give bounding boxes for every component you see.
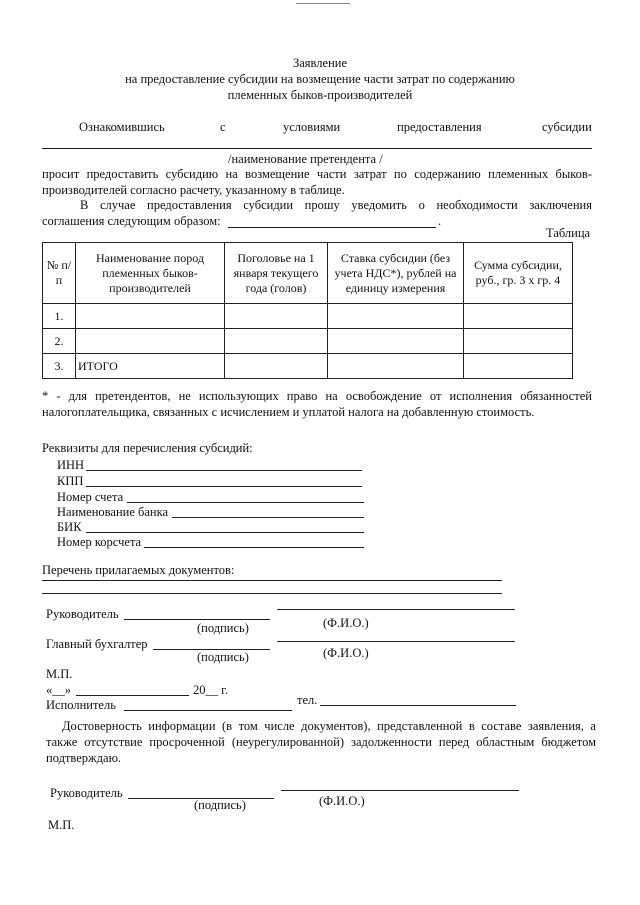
executor-label: Исполнитель (46, 698, 116, 712)
rate-cell[interactable] (328, 354, 464, 379)
vat-footnote: * - для претендентов, не использующих право на освобождение от исполнения обязанностей налогоплательщика, связанных с исчислением и уплатой налога на добавленную стоимость. (42, 389, 592, 419)
header-breed: Наименование пород племенных быков-производителей (76, 243, 225, 304)
intro-word-3: условиями (283, 120, 341, 134)
request-paragraph: просит предоставить субсидию на возмещение части затрат по содержанию племенных быков-производителей согласно расчету, указанному в таблице. (42, 167, 592, 197)
bank-label: Наименование банка (57, 505, 169, 519)
notify-method-line[interactable] (228, 227, 436, 228)
requisites-title: Реквизиты для перечисления субсидий: (42, 441, 253, 455)
date-month-line[interactable] (76, 695, 189, 696)
breed-cell[interactable] (76, 329, 225, 354)
table-row (43, 304, 573, 329)
head-count-cell[interactable] (225, 329, 328, 354)
inn-line[interactable] (86, 470, 362, 471)
notify-line-2: соглашения следующим образом: (42, 214, 221, 228)
date-day: «__» (46, 683, 71, 697)
table-caption: Таблица (546, 226, 591, 240)
intro-word-1: Ознакомившись (79, 120, 165, 134)
inn-label: ИНН (57, 458, 85, 472)
corr-account-line[interactable] (144, 547, 364, 548)
bik-line[interactable] (86, 532, 364, 533)
bik-label: БИК (57, 520, 82, 534)
final-head-name-line[interactable] (281, 790, 519, 791)
account-label: Номер счета (57, 490, 124, 504)
rate-cell[interactable] (328, 304, 464, 329)
accountant-name-line[interactable] (277, 641, 515, 642)
sum-cell[interactable] (464, 329, 573, 354)
documents-line-2[interactable] (42, 593, 502, 594)
documents-line-1[interactable] (42, 580, 502, 581)
intro-word-5: субсидии (542, 120, 592, 134)
final-signature-caption: (подпись) (194, 798, 246, 812)
table-row (43, 354, 573, 379)
documents-title: Перечень прилагаемых документов: (42, 563, 235, 577)
notify-end-dot: . (438, 214, 442, 228)
bank-line[interactable] (172, 517, 364, 518)
accountant-signature-caption: (подпись) (197, 650, 249, 664)
chief-accountant-label: Главный бухгалтер (46, 637, 148, 651)
head-label: Руководитель (46, 607, 119, 621)
confirmation-paragraph: Достоверность информации (в том числе документов), представленной в составе заявления, а также отсутствие просроченной (неурегулированной) задолженности перед областным бюджетом подтверждаю. (46, 719, 596, 765)
document-title: Заявление (292, 56, 347, 70)
header-num: № п/п (43, 243, 76, 304)
table-row (43, 329, 573, 354)
head-count-cell[interactable] (225, 354, 328, 379)
applicant-caption: /наименование претендента / (228, 152, 383, 166)
intro-word-2: с (220, 120, 226, 134)
head-name-caption: (Ф.И.О.) (323, 616, 369, 630)
head-signature-caption: (подпись) (197, 621, 249, 635)
head-signature-line[interactable] (124, 619, 270, 620)
corr-account-label: Номер корсчета (57, 535, 142, 549)
kpp-line[interactable] (86, 486, 362, 487)
total-label-cell: ИТОГО (76, 354, 225, 379)
phone-label: тел. (297, 693, 318, 707)
stamp-label: М.П. (46, 667, 73, 681)
row-num: 2. (43, 329, 76, 354)
document-subtitle-line-2: племенных быков-производителей (227, 88, 413, 102)
kpp-label: КПП (57, 474, 84, 488)
date-year: 20__ г. (193, 683, 228, 697)
sum-cell[interactable] (464, 354, 573, 379)
intro-word-4: предоставления (397, 120, 482, 134)
sum-cell[interactable] (464, 304, 573, 329)
final-name-caption: (Ф.И.О.) (319, 794, 365, 808)
header-sum: Сумма субсидии, руб., гр. 3 х гр. 4 (464, 243, 573, 304)
applicant-name-line[interactable] (42, 148, 592, 149)
row-num: 1. (43, 304, 76, 329)
header-head-count: Поголовье на 1 января текущего года (голов) (225, 243, 328, 304)
subsidy-table (42, 242, 573, 379)
head-count-cell[interactable] (225, 304, 328, 329)
executor-line[interactable] (124, 710, 292, 711)
account-line[interactable] (127, 502, 364, 503)
page-top-mark (296, 0, 350, 4)
accountant-name-caption: (Ф.И.О.) (323, 646, 369, 660)
phone-line[interactable] (320, 705, 516, 706)
rate-cell[interactable] (328, 329, 464, 354)
row-num: 3. (43, 354, 76, 379)
final-stamp-label: М.П. (48, 818, 75, 832)
table-header-row (43, 243, 573, 304)
head-name-line[interactable] (277, 609, 515, 610)
header-rate: Ставка субсидии (без учета НДС*), рублей на единицу измерения (328, 243, 464, 304)
final-head-label: Руководитель (50, 786, 123, 800)
document-subtitle-line-1: на предоставление субсидии на возмещение части затрат по содержанию (125, 72, 515, 86)
breed-cell[interactable] (76, 304, 225, 329)
notify-line-1: В случае предоставления субсидии прошу уведомить о необходимости заключения (80, 198, 592, 212)
